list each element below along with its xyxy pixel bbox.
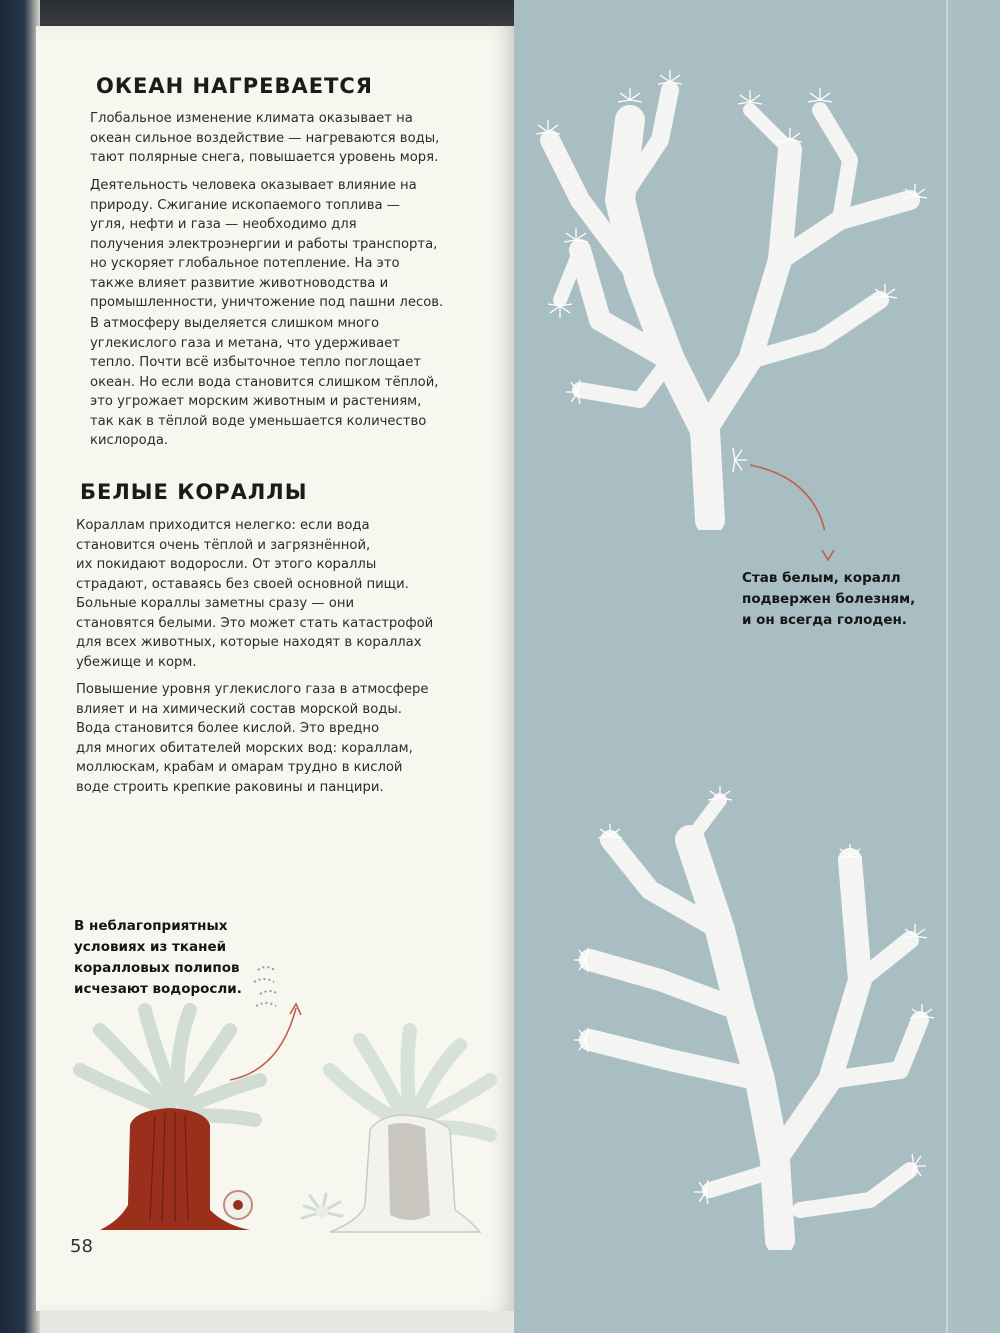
paragraph-corals-1: Кораллам приходится нелегко: если вода становится очень тёплой и загрязнённой, их покидают водоросли. От этого кораллы страдают, оставаясь без своей основной пищи. Больные кораллы заметны сразу — они становятся белыми. Это может стать катастрофой для всех животных, которые находят в кораллах убежище и корм. xyxy=(76,518,434,670)
arrow-head-icon xyxy=(818,548,838,564)
heading-white-corals: БЕЛЫЕ КОРАЛЛЫ xyxy=(80,480,308,504)
heading-ocean-warming: ОКЕАН НАГРЕВАЕТСЯ xyxy=(96,74,373,98)
polyp-illustration xyxy=(60,950,510,1240)
arrow-up-icon xyxy=(230,1008,296,1080)
paragraph-ocean-1: Глобальное изменение климата оказывает на океан сильное воздействие — нагреваются воды, тают полярные снега, повышается уровень моря. xyxy=(90,111,440,165)
paragraph-ocean-2: Деятельность человека оказывает влияние на природу. Сжигание ископаемого топлива — угля, нефти и газа — необходимо для получения электроэнергии и работы транспорта, но ускоряет глобальное потепление. На это также влияет развитие животноводства и промышленности, уничтожение под пашни лесов. xyxy=(90,178,444,310)
caption-white-coral: Став белым, коралл подвержен болезням, и он всегда голоден. xyxy=(742,570,916,628)
white-coral-illustration-bottom xyxy=(530,780,950,1250)
paragraph-ocean-3: В атмосферу выделяется слишком много углекислого газа и метана, что удерживает тепло. Почти всё избыточное тепло поглощает океан. Но если вода становится слишком тёплой, это угрожает морским животным и растениям, так как в тёплой воде уменьшается количество кислорода. xyxy=(90,316,439,448)
white-coral-illustration-top xyxy=(520,60,950,530)
caption-polyps: В неблагоприятных условиях из тканей коралловых полипов исчезают водоросли. xyxy=(74,918,242,997)
book-cover-edge xyxy=(0,0,40,1333)
page-number: 58 xyxy=(70,1236,93,1257)
algae-particles-icon xyxy=(254,967,278,1006)
arrow-down-icon xyxy=(750,465,828,530)
paragraph-corals-2: Повышение уровня углекислого газа в атмосфере влияет и на химический состав морской воды. Вода становится более кислой. Это вредно для многих обитателей морских вод: кораллам, моллюскам, крабам и омарам трудно в кислой воде строить крепкие раковины и панцири. xyxy=(76,682,429,795)
next-page-edge xyxy=(946,0,1000,1333)
